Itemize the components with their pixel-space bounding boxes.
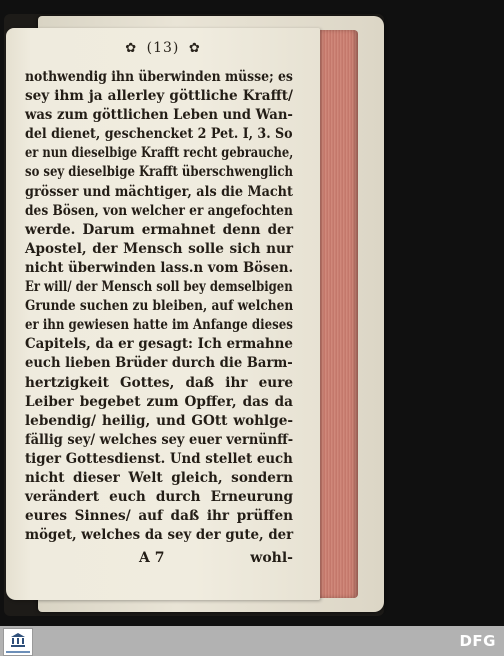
text-line: Leiber begebet zum Opffer, das da (25, 393, 293, 410)
book-page (6, 28, 320, 600)
library-logo[interactable] (3, 628, 33, 656)
text-line: fällig sey/ welches sey euer vernünff- (25, 431, 294, 448)
page-edges (316, 30, 358, 598)
ornament-right-icon: ✿ (188, 41, 201, 56)
text-line: tiger Gottesdienst. Und stellet euch (25, 450, 293, 467)
text-line: hertzigkeit Gottes, daß ihr eure (25, 374, 293, 391)
text-line: del dienet, geschencket 2 Pet. I, 3. So (25, 126, 293, 143)
text-line: so sey dieselbige Krafft überschwenglich (25, 164, 293, 181)
text-line: Grunde suchen zu bleiben, auf welchen (25, 298, 294, 315)
text-line: des Bösen, von welcher er angefochten (25, 202, 293, 219)
library-building-icon (10, 632, 26, 648)
text-line: verändert euch durch Erneurung (25, 489, 293, 506)
text-line: möget, welches da sey der gute, der (25, 527, 294, 544)
text-line: Apostel, der Mensch solle sich nur (25, 240, 293, 257)
text-line: nicht dieser Welt gleich, sondern (25, 469, 293, 486)
page-number: (13) (146, 40, 180, 56)
text-line: werde. Darum ermahnet denn der (25, 221, 293, 238)
text-line: grösser und mächtiger, als die Macht (25, 183, 293, 200)
dfg-logo[interactable]: DFG (459, 632, 496, 650)
text-line: was zum göttlichen Leben und Wan- (25, 107, 293, 124)
text-line: sey ihm ja allerley göttliche Krafft/ (25, 88, 293, 105)
page-body-text (25, 68, 293, 545)
viewer-footer-bar (0, 626, 504, 656)
text-line: nicht überwinden lass.n vom Bösen. (25, 259, 294, 276)
text-line: euch lieben Brüder durch die Barm- (25, 355, 293, 372)
text-line: eures Sinnes/ auf daß ihr prüffen (25, 508, 293, 525)
text-line: er ihn gewiesen hatte im Anfange dieses (25, 317, 293, 334)
catchword: wohl- (250, 550, 293, 566)
text-line: Capitels, da er gesagt: Ich ermahne (25, 336, 293, 353)
page-footer (25, 550, 293, 570)
logo-caption-bar (6, 651, 30, 653)
text-line: Er will/ der Mensch soll bey demselbigen (25, 279, 293, 296)
text-line: lebendig/ heilig, und GOtt wohlge- (25, 412, 293, 429)
page-header (6, 40, 320, 56)
text-line: er nun dieselbige Krafft recht gebrauche, (25, 145, 294, 162)
signature-mark: A 7 (139, 550, 165, 566)
text-line: nothwendig ihn überwinden müsse; es (25, 69, 293, 85)
ornament-left-icon: ✿ (125, 41, 138, 56)
